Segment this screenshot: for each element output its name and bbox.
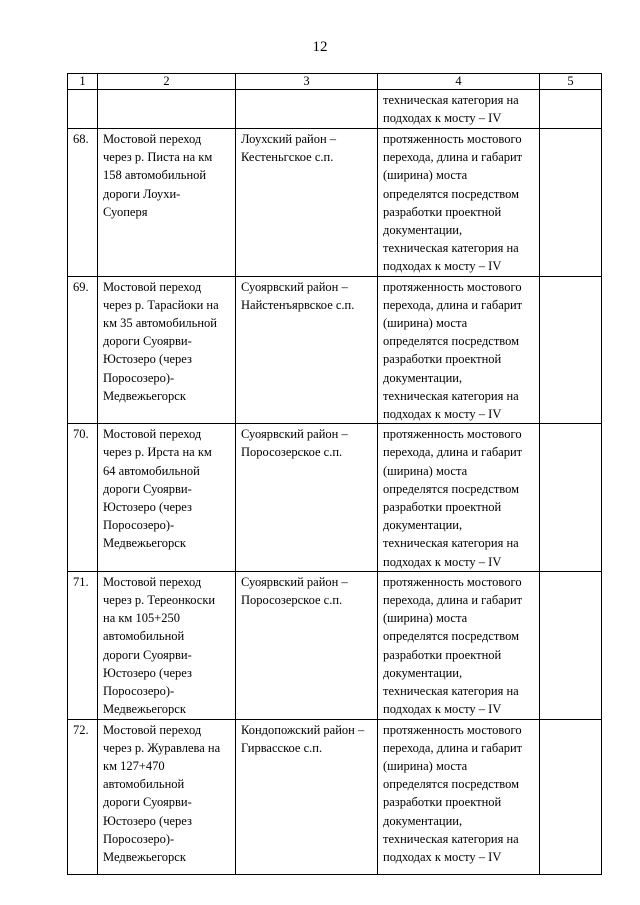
row-object: Мостовой переход через р. Тарасйоки на км 35 автомобильной дороги Суоярви- Юстозеро (через Поросозеро)- Медвежьегорск — [98, 276, 236, 424]
row-object: Мостовой переход через р. Тереонкоски на км 105+250 автомобильной дороги Суоярви- Юстозеро (через Поросозеро)- Медвежьегорск — [98, 571, 236, 719]
row-object: Мостовой переход через р. Журавлева на км 127+470 автомобильной дороги Суоярви- Юстозеро (через Поросозеро)- Медвежьегорск — [98, 719, 236, 874]
row-object: Мостовой переход через р. Писта на км 158 автомобильной дороги Лоухи- Суоперя — [98, 129, 236, 277]
row-note — [540, 276, 602, 424]
objects-table — [67, 73, 602, 875]
row-note — [540, 571, 602, 719]
row-location: Суоярвский район – Найстенъярвское с.п. — [236, 276, 378, 424]
row-number: 68. — [68, 129, 98, 277]
row-location: Лоухский район – Кестеньгское с.п. — [236, 129, 378, 277]
table-row — [68, 276, 602, 424]
continuation-characteristics: техническая категория на подходах к мосту – IV — [378, 90, 540, 129]
row-characteristics: протяженность мостового перехода, длина и габарит (ширина) моста определятся посредством разработки проектной документации, техническая категория на подходах к мосту – IV — [378, 129, 540, 277]
row-number: 69. — [68, 276, 98, 424]
header-row — [68, 74, 602, 90]
page-number: 12 — [312, 39, 328, 55]
row-note — [540, 129, 602, 277]
header-cell-3: 3 — [236, 74, 378, 90]
header-cell-1: 1 — [68, 74, 98, 90]
header-cell-4: 4 — [378, 74, 540, 90]
continuation-num — [68, 90, 98, 129]
row-characteristics: протяженность мостового перехода, длина и габарит (ширина) моста определятся посредством разработки проектной документации, техническая категория на подходах к мосту – IV — [378, 424, 540, 572]
row-number: 70. — [68, 424, 98, 572]
row-object: Мостовой переход через р. Ирста на км 64 автомобильной дороги Суоярви- Юстозеро (через Поросозеро)- Медвежьегорск — [98, 424, 236, 572]
row-characteristics: протяженность мостового перехода, длина и габарит (ширина) моста определятся посредством разработки проектной документации, техническая категория на подходах к мосту – IV — [378, 571, 540, 719]
table-row — [68, 719, 602, 874]
row-location: Суоярвский район – Поросозерское с.п. — [236, 571, 378, 719]
row-number: 71. — [68, 571, 98, 719]
table-row — [68, 571, 602, 719]
row-location: Суоярвский район – Поросозерское с.п. — [236, 424, 378, 572]
row-characteristics: протяженность мостового перехода, длина и габарит (ширина) моста определятся посредством разработки проектной документации, техническая категория на подходах к мосту – IV — [378, 276, 540, 424]
header-cell-5: 5 — [540, 74, 602, 90]
row-note — [540, 719, 602, 874]
row-location: Кондопожский район – Гирвасское с.п. — [236, 719, 378, 874]
row-characteristics: протяженность мостового перехода, длина и габарит (ширина) моста определятся посредством разработки проектной документации, техническая категория на подходах к мосту – IV — [378, 719, 540, 874]
continuation-location — [236, 90, 378, 129]
continuation-row — [68, 90, 602, 129]
row-note — [540, 424, 602, 572]
row-number: 72. — [68, 719, 98, 874]
table-row — [68, 424, 602, 572]
continuation-note — [540, 90, 602, 129]
continuation-object — [98, 90, 236, 129]
table-row — [68, 129, 602, 277]
header-cell-2: 2 — [98, 74, 236, 90]
